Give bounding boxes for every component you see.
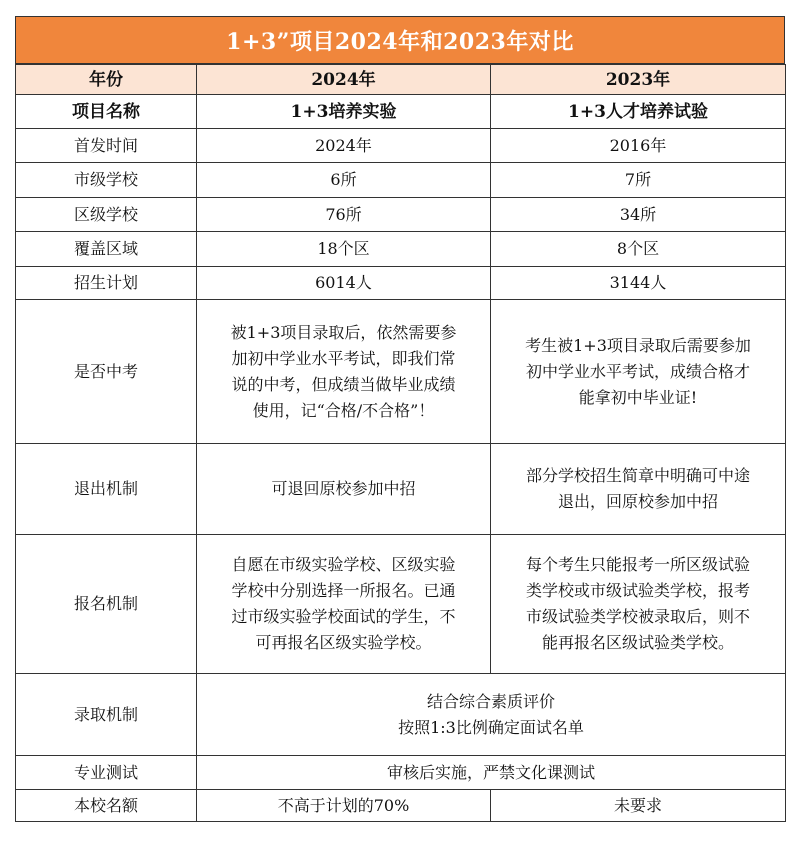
cell-2023: 7所 bbox=[491, 163, 786, 198]
cell-2024: 1+3培养实验 bbox=[197, 95, 491, 129]
cell-2024 bbox=[197, 535, 491, 674]
row-first-time bbox=[16, 129, 786, 163]
row-quota bbox=[16, 790, 786, 822]
comparison-table bbox=[15, 64, 786, 822]
cell-2024: 18个区 bbox=[197, 232, 491, 267]
header-2024: 2024年 bbox=[197, 65, 491, 95]
cell-text: 自愿在市级实验学校、区级实验学校中分别选择一所报名。已通过市级实验学校面试的学生，不可再报名区级实验学校。 bbox=[231, 555, 456, 652]
row-coverage bbox=[16, 232, 786, 267]
cell-2024: 76所 bbox=[197, 198, 491, 232]
header-2023: 2023年 bbox=[491, 65, 786, 95]
cell-2024 bbox=[197, 300, 491, 444]
row-label: 退出机制 bbox=[16, 444, 197, 535]
row-zhongkao bbox=[16, 300, 786, 444]
cell-2024: 可退回原校参加中招 bbox=[197, 444, 491, 535]
cell-2023 bbox=[491, 444, 786, 535]
cell-text-line1: 结合综合素质评价 bbox=[426, 691, 555, 711]
row-enrollment-plan bbox=[16, 267, 786, 300]
cell-text: 考生被1+3项目录取后需要参加初中学业水平考试，成绩合格才能拿初中毕业证! bbox=[525, 335, 751, 407]
merged-cell bbox=[197, 674, 786, 756]
row-admission bbox=[16, 674, 786, 756]
row-label: 录取机制 bbox=[16, 674, 197, 756]
cell-text: 每个考生只能报考一所区级试验类学校或市级试验类学校，报考市级试验类学校被录取后，则不能再报名区级试验类学校。 bbox=[525, 555, 750, 652]
row-label: 专业测试 bbox=[16, 756, 197, 790]
cell-2023: 3144人 bbox=[491, 267, 786, 300]
cell-text: 部分学校招生简章中明确可中途退出，回原校参加中招 bbox=[525, 466, 750, 511]
cell-2023: 未要求 bbox=[491, 790, 786, 822]
row-label: 首发时间 bbox=[16, 129, 197, 163]
row-district-schools bbox=[16, 198, 786, 232]
cell-2023: 8个区 bbox=[491, 232, 786, 267]
row-label: 覆盖区域 bbox=[16, 232, 197, 267]
cell-2023: 1+3人才培养试验 bbox=[491, 95, 786, 129]
merged-cell: 审核后实施，严禁文化课测试 bbox=[197, 756, 786, 790]
cell-2024: 6所 bbox=[197, 163, 491, 198]
row-label: 招生计划 bbox=[16, 267, 197, 300]
cell-2023: 2016年 bbox=[491, 129, 786, 163]
cell-text-line2: 按照1:3比例确定面试名单 bbox=[398, 717, 584, 737]
comparison-sheet bbox=[15, 16, 785, 822]
row-label: 项目名称 bbox=[16, 95, 197, 129]
row-project-name bbox=[16, 95, 786, 129]
cell-2024: 6014人 bbox=[197, 267, 491, 300]
row-label: 是否中考 bbox=[16, 300, 197, 444]
row-exit bbox=[16, 444, 786, 535]
cell-text: 被1+3项目录取后，依然需要参加初中学业水平考试，即我们常说的中考，但成绩当做毕业成绩使用，记“合格/不合格”！ bbox=[230, 322, 457, 420]
row-city-schools bbox=[16, 163, 786, 198]
row-special-test bbox=[16, 756, 786, 790]
cell-2024: 2024年 bbox=[197, 129, 491, 163]
table-title bbox=[15, 16, 785, 64]
header-year-label: 年份 bbox=[16, 65, 197, 95]
row-label: 区级学校 bbox=[16, 198, 197, 232]
cell-2023 bbox=[491, 535, 786, 674]
cell-2023: 34所 bbox=[491, 198, 786, 232]
table-title-text: 1+3”项目2024年和2023年对比 bbox=[226, 28, 574, 55]
row-registration bbox=[16, 535, 786, 674]
row-label: 市级学校 bbox=[16, 163, 197, 198]
header-row bbox=[16, 65, 786, 95]
row-label: 报名机制 bbox=[16, 535, 197, 674]
cell-2024: 不高于计划的70% bbox=[197, 790, 491, 822]
cell-2023 bbox=[491, 300, 786, 444]
row-label: 本校名额 bbox=[16, 790, 197, 822]
